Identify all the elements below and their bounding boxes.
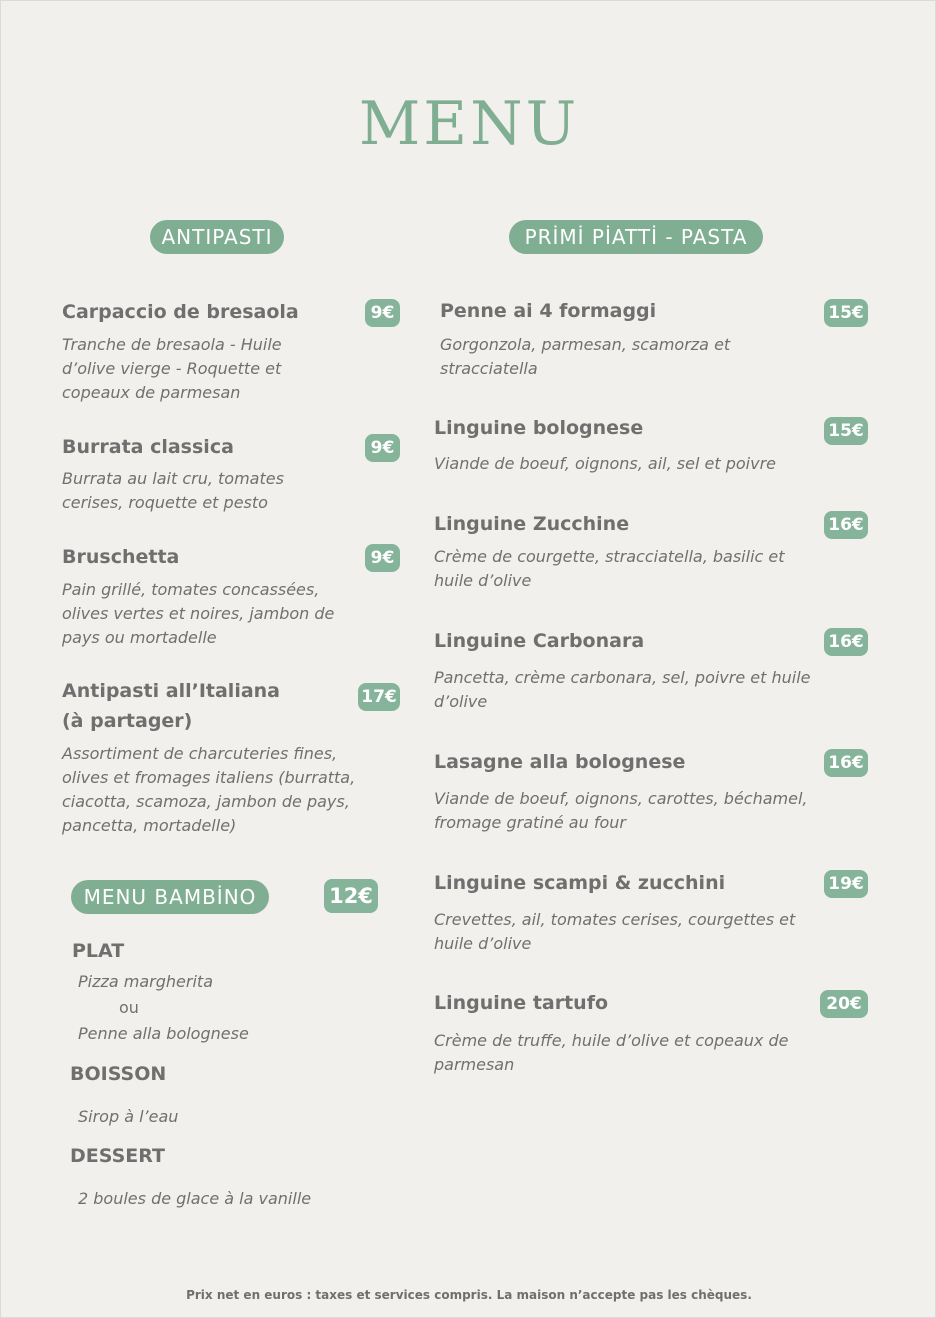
bambino-plat-label: PLAT bbox=[72, 940, 125, 962]
antipasti-item-name: Antipasti all’Italiana (à partager) bbox=[62, 680, 280, 732]
price-badge: 15€ bbox=[824, 299, 868, 327]
price-badge: 9€ bbox=[365, 299, 400, 327]
price-badge: 16€ bbox=[824, 749, 868, 777]
bambino-plat-option: Penne alla bolognese bbox=[78, 1024, 249, 1043]
antipasti-item-desc: Assortiment de charcuteries fines, olives et fromages italiens (burratta, ciacotta, scamoza, jambon de pays, pancetta, mortadelle) bbox=[62, 744, 356, 835]
pasta-item-name: Linguine tartufo bbox=[434, 992, 609, 1014]
bambino-price-badge: 12€ bbox=[324, 879, 378, 913]
pasta-item-desc: Viande de boeuf, oignons, ail, sel et poivre bbox=[434, 454, 776, 473]
pasta-item-desc: Gorgonzola, parmesan, scamorza et stracciatella bbox=[440, 335, 731, 378]
price-badge: 17€ bbox=[358, 683, 400, 711]
bambino-boisson: Sirop à l’eau bbox=[78, 1107, 179, 1126]
antipasti-item-name: Burrata classica bbox=[62, 436, 234, 458]
price-badge: 19€ bbox=[824, 870, 868, 898]
bambino-dessert: 2 boules de glace à la vanille bbox=[78, 1189, 312, 1208]
menu-title: MENU bbox=[358, 89, 580, 159]
footer-note: Prix net en euros : taxes et services compris. La maison n’accepte pas les chèques. bbox=[186, 1288, 752, 1302]
bambino-plat-or: ou bbox=[119, 998, 139, 1017]
pasta-item-name: Penne ai 4 formaggi bbox=[440, 300, 657, 322]
pasta-item-name: Linguine scampi & zucchini bbox=[434, 872, 726, 894]
antipasti-item-desc: Burrata au lait cru, tomates cerises, roquette et pesto bbox=[62, 469, 284, 512]
pasta-item-desc: Crème de truffe, huile d’olive et copeaux de parmesan bbox=[434, 1031, 789, 1074]
pasta-heading: PRİMİ PİATTİ - PASTA bbox=[509, 220, 763, 254]
price-badge: 15€ bbox=[824, 417, 868, 445]
antipasti-item-name: Carpaccio de bresaola bbox=[62, 301, 299, 323]
antipasti-heading: ANTIPASTI bbox=[150, 220, 284, 254]
price-badge: 9€ bbox=[365, 434, 400, 462]
antipasti-item-desc: Tranche de bresaola - Huile d’olive vierge - Roquette et copeaux de parmesan bbox=[62, 335, 282, 402]
pasta-item-name: Linguine Zucchine bbox=[434, 513, 630, 535]
antipasti-item-desc: Pain grillé, tomates concassées, olives vertes et noires, jambon de pays ou mortadelle bbox=[62, 580, 335, 647]
bambino-plat-option: Pizza margherita bbox=[78, 972, 213, 991]
pasta-item-name: Linguine bolognese bbox=[434, 417, 644, 439]
pasta-item-desc: Viande de boeuf, oignons, carottes, béchamel, fromage gratiné au four bbox=[434, 789, 808, 832]
bambino-dessert-label: DESSERT bbox=[70, 1145, 165, 1167]
price-badge: 20€ bbox=[820, 990, 868, 1018]
pasta-item-desc: Pancetta, crème carbonara, sel, poivre et huile d’olive bbox=[434, 668, 811, 711]
pasta-item-desc: Crème de courgette, stracciatella, basilic et huile d’olive bbox=[434, 547, 785, 590]
pasta-item-name: Lasagne alla bolognese bbox=[434, 751, 686, 773]
pasta-item-name: Linguine Carbonara bbox=[434, 630, 645, 652]
price-badge: 16€ bbox=[824, 511, 868, 539]
bambino-boisson-label: BOISSON bbox=[70, 1063, 167, 1085]
bambino-heading: MENU BAMBİNO bbox=[71, 880, 269, 914]
price-badge: 9€ bbox=[365, 544, 400, 572]
antipasti-item-name: Bruschetta bbox=[62, 546, 180, 568]
pasta-item-desc: Crevettes, ail, tomates cerises, courgettes et huile d’olive bbox=[434, 910, 796, 953]
price-badge: 16€ bbox=[824, 628, 868, 656]
